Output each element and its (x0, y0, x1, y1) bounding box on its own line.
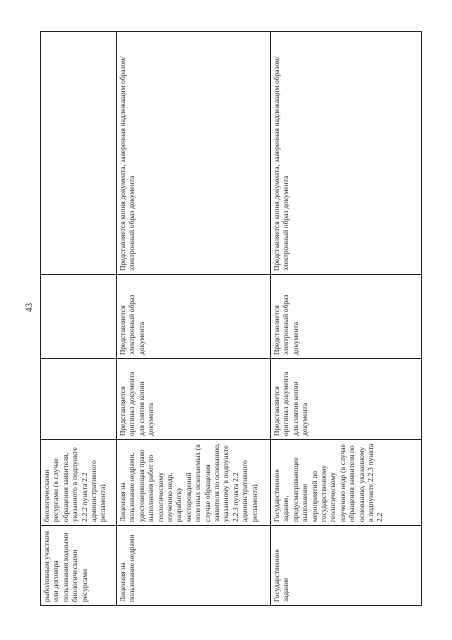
document-details-cell (41, 440, 117, 526)
certified-copy-cell (41, 32, 117, 275)
document-name-cell (41, 526, 117, 606)
page-number: 43 (24, 303, 34, 312)
cell-text: Представляется оригинал документа для снятия копии документа (118, 371, 156, 436)
electronic-image-cell (41, 275, 117, 359)
cell-text: Представляется копия документа, заверенная надлежащим образом/электронный образ документа (272, 56, 291, 271)
original-for-copy-cell (271, 359, 422, 440)
certified-copy-cell (117, 32, 271, 275)
cell-text: Представляется электронный образ документа (118, 294, 146, 355)
cell-text: Государственное задание (272, 549, 291, 602)
table-row (41, 32, 117, 606)
documents-table-wrapper (40, 32, 421, 606)
cell-text: Лицензия на пользование недрами (118, 534, 137, 602)
cell-text: Представляется электронный образ документа (272, 294, 300, 355)
original-for-copy-cell (117, 359, 271, 440)
cell-text: Представляется оригинал документа для снятия копии документа (272, 371, 310, 436)
cell-text: биологическими ресурсами (в случае обращения заявителя, указанного в подпункте 2.2.2 пункта 2.2 административного регламента) (42, 447, 108, 522)
cell-text: Представляется копия документа, заверенная надлежащим образом/электронный образ документа (118, 56, 137, 271)
table-row (271, 32, 422, 606)
cell-text: Лицензия на пользование недрами, удостоверяющая право выполнения работ по геологическому изучению недр, разработку месторождений полезных ископаемых (в случае обращения заявителя по основанию, указанному в подпункте 2.2.3 пункта 2.2 административного регламента) (118, 443, 259, 522)
cell-text: рыболовным участком или договора пользования водными биологическими ресурсами (42, 531, 89, 602)
certified-copy-cell (271, 32, 422, 275)
document-name-cell (271, 526, 422, 606)
document-details-cell (117, 440, 271, 526)
document-name-cell (117, 526, 271, 606)
original-for-copy-cell (41, 359, 117, 440)
electronic-image-cell (271, 275, 422, 359)
documents-table (40, 31, 422, 606)
electronic-image-cell (117, 275, 271, 359)
table-row (117, 32, 271, 606)
cell-text: Государственное задание, предусматривающее выполнение мероприятий по государственному геологическому изучению недр (в случае обращения заявителя по основанию, указанному в подпункте 2.2.3 пункта 2.2 (272, 443, 385, 522)
document-details-cell (271, 440, 422, 526)
